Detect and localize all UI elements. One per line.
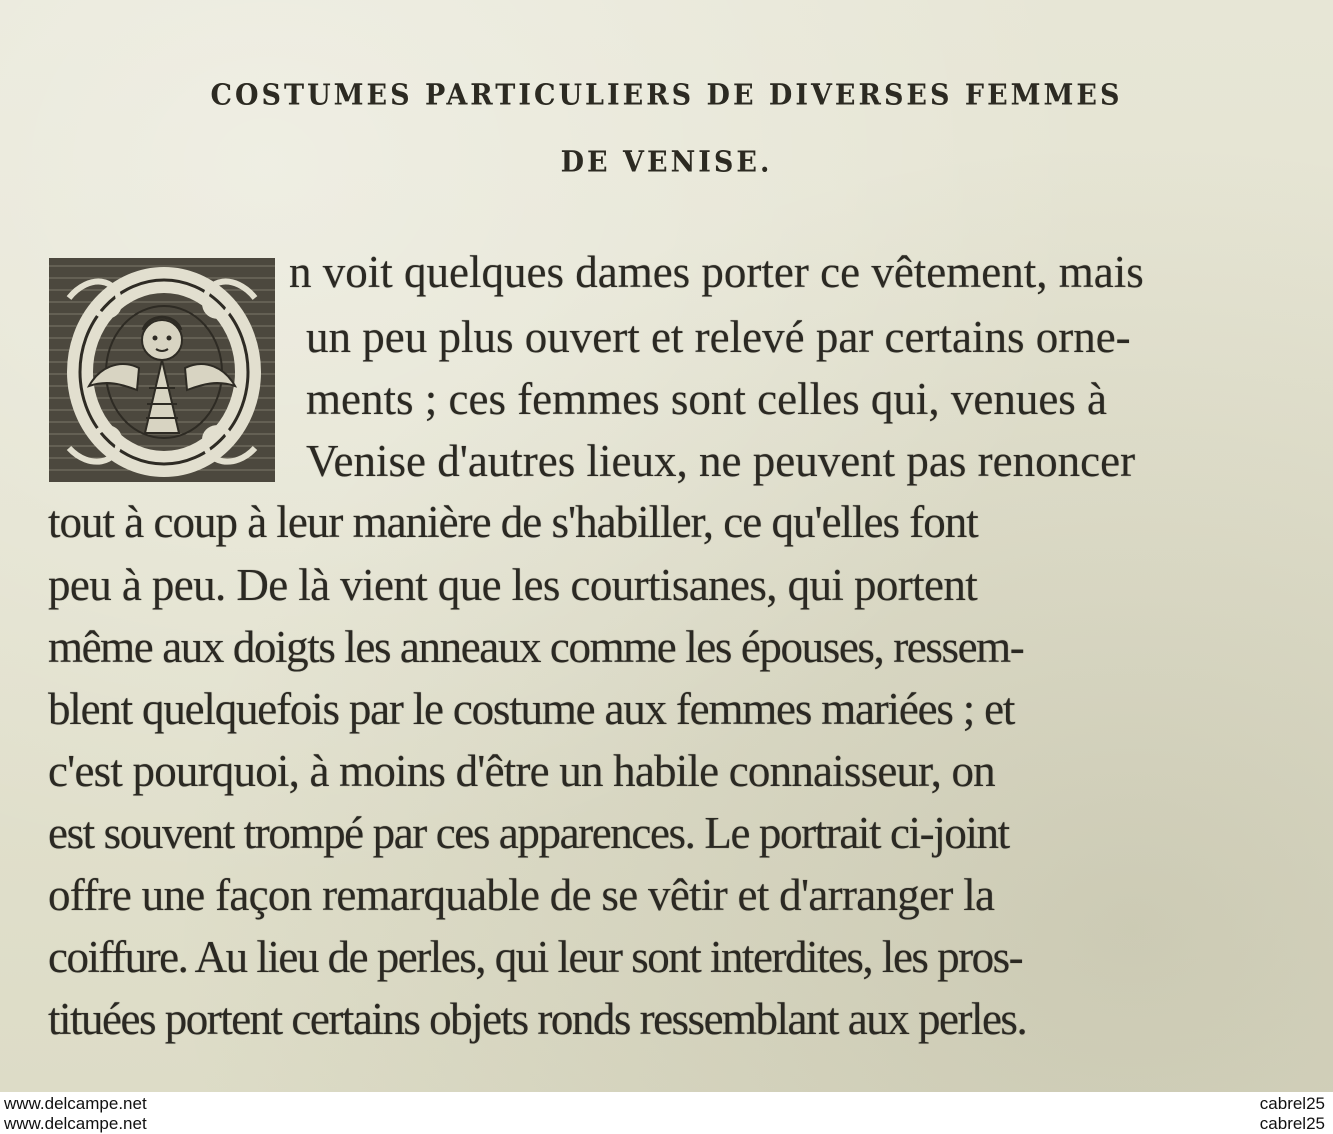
- ornamental-initial-icon: [49, 258, 275, 482]
- body-text-line: tout à coup à leur manière de s'habiller, ce qu'elles font: [48, 497, 978, 547]
- body-text-line: Venise d'autres lieux, ne peuvent pas renoncer: [306, 436, 1136, 486]
- body-text-line: n voit quelques dames porter ce vêtement, mais: [289, 247, 1144, 297]
- watermark-url[interactable]: www.delcampe.net: [4, 1094, 147, 1113]
- body-text-line: c'est pourquoi, à moins d'être un habile connaisseur, on: [48, 746, 995, 796]
- watermark-seller: cabrel25: [1259, 1094, 1325, 1113]
- body-text-line: un peu plus ouvert et relevé par certains orne-: [306, 312, 1131, 362]
- page-title-line-2: DE VENISE.: [560, 145, 773, 180]
- body-text-line: est souvent trompé par ces apparences. Le portrait ci-joint: [48, 808, 1009, 858]
- body-text-line: offre une façon remarquable de se vêtir et d'arranger la: [48, 870, 995, 920]
- page-title-line-1: COSTUMES PARTICULIERS DE DIVERSES FEMMES: [210, 78, 1123, 113]
- watermark-url[interactable]: www.delcampe.net: [4, 1114, 147, 1133]
- watermark-seller: cabrel25: [1259, 1114, 1325, 1133]
- body-text-line: coiffure. Au lieu de perles, qui leur sont interdites, les pros-: [48, 932, 1023, 982]
- body-text-line: blent quelquefois par le costume aux femmes mariées ; et: [48, 684, 1015, 734]
- body-text-line: même aux doigts les anneaux comme les épouses, ressem-: [48, 622, 1024, 672]
- watermark-left: [4, 1094, 147, 1134]
- body-text-line: ments ; ces femmes sont celles qui, venues à: [306, 374, 1108, 424]
- body-text-line: tituées portent certains objets ronds ressemblant aux perles.: [48, 994, 1027, 1044]
- body-text-line: peu à peu. De là vient que les courtisanes, qui portent: [48, 560, 978, 610]
- watermark-right: [1260, 1094, 1325, 1134]
